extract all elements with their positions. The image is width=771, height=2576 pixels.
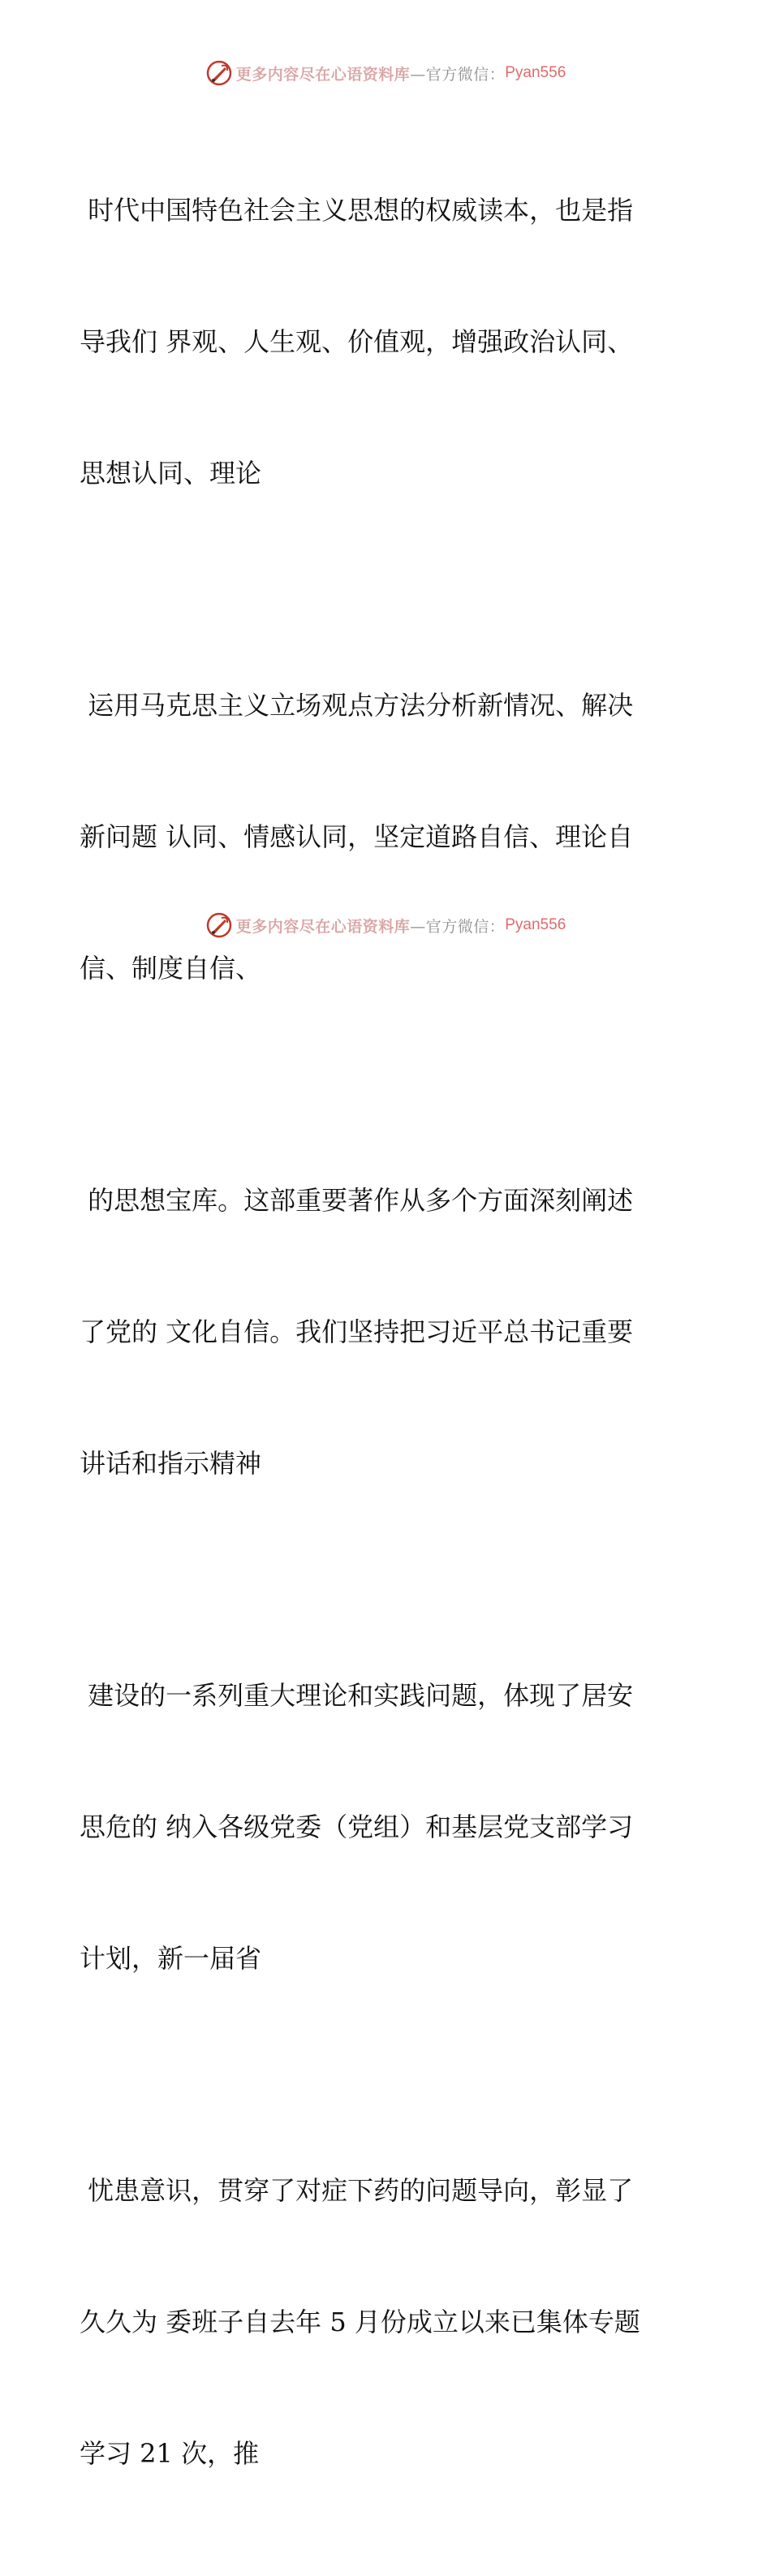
paragraph-2 xyxy=(80,596,680,1078)
footer-banner xyxy=(0,909,771,941)
footer-banner-wechat-id: Pyan556 xyxy=(505,916,566,933)
text-line: 建设的一系列重大理论和实践问题，体现了居安 xyxy=(80,1680,634,1711)
header-banner xyxy=(0,57,771,89)
paragraph-5 xyxy=(80,2081,680,2563)
text-line: 新问题 认同、情感认同，坚定道路自信、理论自 xyxy=(80,821,634,852)
quill-logo-icon xyxy=(205,911,233,939)
text-line: 讲话和指示精神 xyxy=(80,1448,262,1479)
text-line: 运用马克思主义立场观点方法分析新情况、解决 xyxy=(80,690,634,721)
text-line: 的思想宝库。这部重要著作从多个方面深刻阐述 xyxy=(80,1185,634,1216)
text-line: 信、制度自信、 xyxy=(80,953,262,984)
text-line: 时代中国特色社会主义思想的权威读本，也是指 xyxy=(80,195,634,226)
header-banner-wechat-label: —官方微信： xyxy=(410,65,506,84)
text-line: 思想认同、理论 xyxy=(80,458,262,489)
text-line: 计划，新一届省 xyxy=(80,1943,262,1974)
text-line: 学习 21 次，推 xyxy=(80,2438,260,2469)
text-line: 思危的 纳入各级党委（党组）和基层党支部学习 xyxy=(80,1811,634,1842)
document-body xyxy=(80,101,680,2576)
text-line: 忧患意识，贯穿了对症下药的问题导向，彰显了 xyxy=(80,2175,634,2206)
text-line: 导我们 界观、人生观、价值观，增强政治认同、 xyxy=(80,326,634,357)
paragraph-4 xyxy=(80,1586,680,2068)
text-line: 久久为 委班子自去年 5 月份成立以来已集体专题 xyxy=(80,2307,640,2337)
header-banner-text: 更多内容尽在心语资料库 xyxy=(235,65,411,84)
quill-logo-icon xyxy=(205,59,233,87)
footer-banner-wechat-label: —官方微信： xyxy=(410,917,506,936)
footer-banner-text: 更多内容尽在心语资料库 xyxy=(235,917,411,936)
paragraph-1 xyxy=(80,101,680,583)
paragraph-3 xyxy=(80,1091,680,1573)
text-line: 了党的 文化自信。我们坚持把习近平总书记重要 xyxy=(80,1316,634,1347)
header-banner-wechat-id: Pyan556 xyxy=(505,64,566,81)
